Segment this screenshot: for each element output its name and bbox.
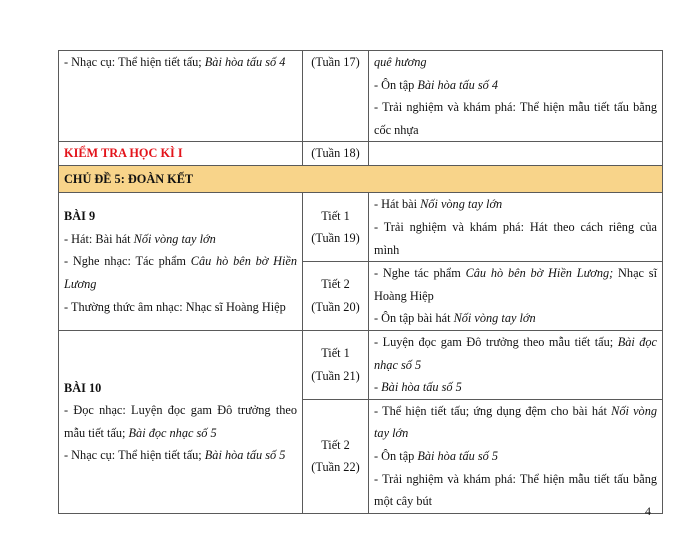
text-line: - Ôn tập bài hát Nối vòng tay lớn — [374, 311, 536, 326]
text-line: - Luyện đọc gam Đô trưởng theo mẫu tiết tấu; Bài đọc nhạc số 5 — [374, 334, 657, 372]
period-label: Tiết 1 — [321, 208, 350, 223]
week-label: (Tuần 17) — [311, 55, 360, 69]
table-row-week-17 — [59, 51, 663, 142]
cell-lesson9 — [59, 193, 303, 331]
text-line: - Trải nghiệm và khám phá: Hát theo cách riêng của mình — [374, 219, 657, 257]
cell-content — [59, 51, 303, 142]
text-line: - Ôn tập Bài hòa tấu số 4 — [374, 77, 498, 92]
text-line: - Trải nghiệm và khám phá: Thể hiện mẫu tiết tấu bằng một cây bút — [374, 471, 657, 509]
text-line: - Hát bài Nối vòng tay lớn — [374, 197, 503, 212]
activities-list — [374, 262, 657, 330]
text-line: - Nhạc cụ: Thể hiện tiết tấu; Bài hòa tấu số 5 — [64, 448, 286, 463]
period-label: Tiết 1 — [321, 346, 350, 361]
topic-title: CHỦ ĐỀ 5: ĐOÀN KẾT — [64, 172, 194, 187]
week-label: (Tuần 19) — [311, 231, 360, 246]
lesson-title: BÀI 9 — [64, 209, 96, 224]
period-label: Tiết 2 — [321, 437, 350, 452]
cell-activities — [369, 399, 663, 513]
lesson-plan-table — [58, 50, 663, 514]
activities-list — [374, 51, 657, 141]
week-label: (Tuần 22) — [311, 460, 360, 475]
text-line: - Thường thức âm nhạc: Nhạc sĩ Hoàng Hiệp — [64, 299, 286, 314]
cell-period — [303, 262, 369, 331]
text-line: - Đọc nhạc: Luyện đọc gam Đô trưởng theo mẫu tiết tấu; Bài đọc nhạc số 5 — [64, 403, 297, 440]
topic-band-row — [59, 166, 663, 193]
lesson-title: BÀI 10 — [64, 380, 102, 395]
cell-topic — [59, 166, 663, 193]
cell-activities — [369, 51, 663, 142]
text-line: - Nghe tác phẩm Câu hò bên bờ Hiền Lương; Nhạc sĩ Hoàng Hiệp — [374, 266, 657, 303]
cell-period — [303, 399, 369, 513]
week-label: (Tuần 18) — [311, 146, 360, 161]
exam-label: KIỂM TRA HỌC KÌ I — [64, 146, 183, 161]
table-row-lesson10-period1 — [59, 330, 663, 399]
cell-period — [303, 330, 369, 399]
activities-list — [374, 400, 657, 513]
cell-activities — [369, 330, 663, 399]
text-line: quê hương — [374, 55, 427, 69]
cell-empty — [369, 142, 663, 166]
activities-list — [374, 331, 657, 399]
week-label: (Tuần 20) — [311, 300, 360, 315]
cell-exam-label — [59, 142, 303, 166]
week-label: (Tuần 21) — [311, 368, 360, 383]
text-line: - Hát: Bài hát Nối vòng tay lớn — [64, 231, 216, 246]
lesson-items — [64, 228, 297, 318]
lesson-items — [64, 399, 297, 467]
text-line: - Bài hòa tấu số 5 — [374, 380, 462, 395]
page-number: 4 — [645, 504, 651, 518]
row-content-text: - Nhạc cụ: Thể hiện tiết tấu; Bài hòa tấu số 4 — [64, 55, 286, 69]
text-line: - Trải nghiệm và khám phá: Thể hiện mẫu tiết tấu bằng cốc nhựa — [374, 100, 657, 137]
cell-activities — [369, 193, 663, 262]
table-row-exam — [59, 142, 663, 166]
activities-list — [374, 193, 657, 261]
cell-lesson10 — [59, 330, 303, 513]
cell-period — [303, 193, 369, 262]
text-line: - Ôn tập Bài hòa tấu số 5 — [374, 448, 498, 463]
cell-week — [303, 142, 369, 166]
text-line: - Nghe nhạc: Tác phẩm Câu hò bên bờ Hiền Lương — [64, 254, 297, 291]
table-row-lesson9-period1 — [59, 193, 663, 262]
text-line: - Thể hiện tiết tấu; ứng dụng đệm cho bài hát Nối vòng tay lớn — [374, 403, 658, 441]
cell-activities — [369, 262, 663, 331]
period-label: Tiết 2 — [321, 277, 350, 292]
cell-week — [303, 51, 369, 142]
